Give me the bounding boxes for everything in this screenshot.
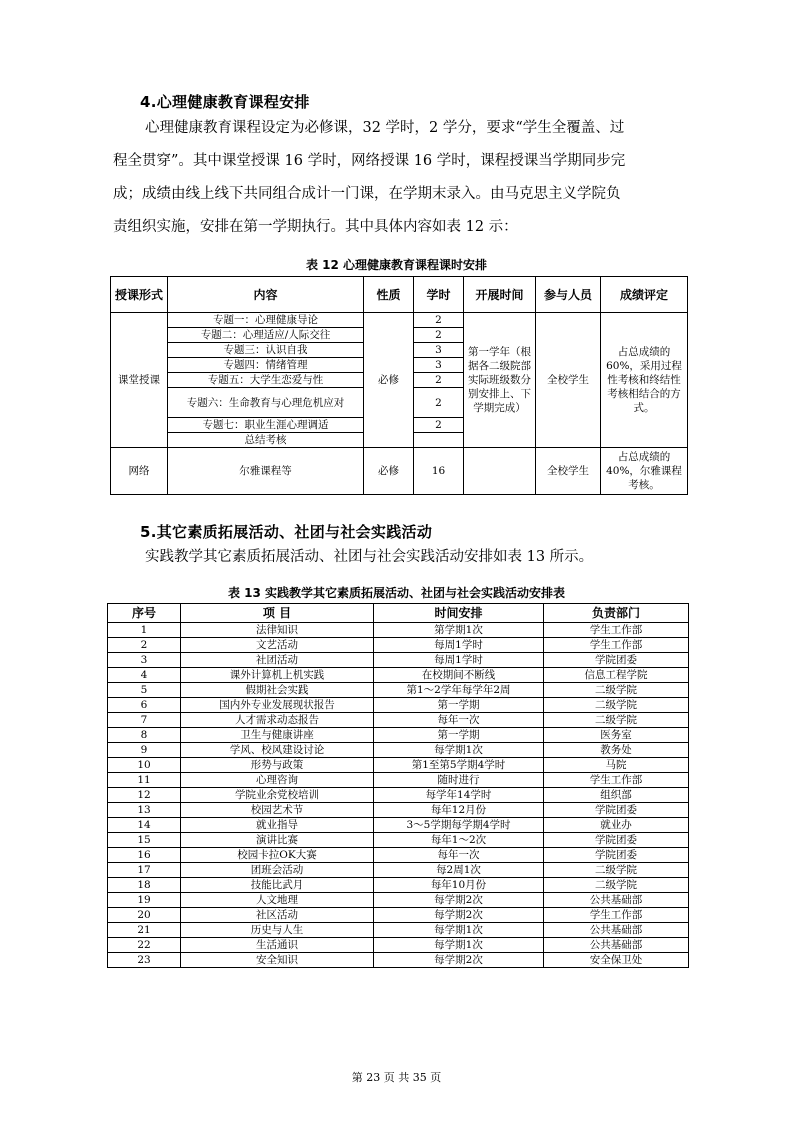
- item-cell: 校园卡拉OK大赛: [181, 848, 374, 863]
- table-row: [108, 758, 689, 773]
- table-row: [108, 953, 689, 968]
- table-row: [108, 653, 689, 668]
- paragraph-line: 实践教学其它素质拓展活动、社团与社会实践活动安排如表 13 所示。: [145, 549, 594, 565]
- hours-cell: 2: [414, 328, 464, 343]
- dept-cell: 学院团委: [544, 833, 689, 848]
- no-cell: 10: [108, 758, 181, 773]
- item-cell: 文艺活动: [181, 638, 374, 653]
- table-row: [108, 893, 689, 908]
- schedule-cell: 每学期2次: [374, 893, 544, 908]
- dept-cell: 医务室: [544, 728, 689, 743]
- topic-cell: 专题四：情绪管理: [168, 358, 364, 373]
- dept-cell: 二级学院: [544, 713, 689, 728]
- no-cell: 9: [108, 743, 181, 758]
- table-row: [108, 878, 689, 893]
- table-row: [108, 803, 689, 818]
- item-cell: 卫生与健康讲座: [181, 728, 374, 743]
- table-row: [108, 743, 689, 758]
- paragraph-line: 成；成绩由线上线下共同组合成计一门课，在学期末录入。由马克思主义学院负: [113, 186, 621, 202]
- paragraph-line: 心理健康教育课程设定为必修课，32 学时，2 学分，要求“学生全覆盖、过: [145, 120, 625, 136]
- header-participants: 参与人员: [536, 277, 601, 313]
- header-assessment: 成绩评定: [601, 277, 688, 313]
- paragraph-line: 责组织实施，安排在第一学期执行。其中具体内容如表 12 示：: [113, 219, 518, 235]
- table-13-body: [108, 623, 689, 968]
- schedule-cell: 每学期1次: [374, 938, 544, 953]
- no-cell: 15: [108, 833, 181, 848]
- hours-cell: 2: [414, 418, 464, 433]
- header-period: 开展时间: [464, 277, 536, 313]
- table-row: [108, 923, 689, 938]
- table-12-caption: 表 12 心理健康教育课程课时安排: [305, 258, 488, 272]
- schedule-cell: 随时进行: [374, 773, 544, 788]
- schedule-cell: 每年一次: [374, 848, 544, 863]
- header-content: 内容: [168, 277, 364, 313]
- no-cell: 2: [108, 638, 181, 653]
- item-cell: 校园艺术节: [181, 803, 374, 818]
- classroom-nature-cell: 必修: [364, 313, 414, 448]
- item-cell: 就业指导: [181, 818, 374, 833]
- schedule-cell: 3～5学期每学期4学时: [374, 818, 544, 833]
- dept-cell: 公共基础部: [544, 893, 689, 908]
- table-12: [110, 276, 688, 495]
- dept-cell: 教务处: [544, 743, 689, 758]
- header-schedule: 时间安排: [374, 604, 544, 623]
- table-row: [108, 938, 689, 953]
- dept-cell: 二级学院: [544, 683, 689, 698]
- schedule-cell: 每周1学时: [374, 638, 544, 653]
- no-cell: 8: [108, 728, 181, 743]
- no-cell: 16: [108, 848, 181, 863]
- dept-cell: 二级学院: [544, 698, 689, 713]
- no-cell: 11: [108, 773, 181, 788]
- dept-cell: 学生工作部: [544, 638, 689, 653]
- online-hours-cell: 16: [414, 448, 464, 495]
- topic-cell: 总结考核: [168, 433, 364, 448]
- topic-cell: 专题七：职业生涯心理调适: [168, 418, 364, 433]
- item-cell: 社区活动: [181, 908, 374, 923]
- no-cell: 3: [108, 653, 181, 668]
- schedule-cell: 每2周1次: [374, 863, 544, 878]
- no-cell: 5: [108, 683, 181, 698]
- dept-cell: 公共基础部: [544, 923, 689, 938]
- item-cell: 人文地理: [181, 893, 374, 908]
- dept-cell: 学生工作部: [544, 623, 689, 638]
- schedule-cell: 在校期间不断线: [374, 668, 544, 683]
- item-cell: 形势与政策: [181, 758, 374, 773]
- classroom-mode-cell: 课堂授课: [111, 313, 168, 448]
- schedule-cell: 第一学期: [374, 698, 544, 713]
- dept-cell: 学院团委: [544, 653, 689, 668]
- header-mode: 授课形式: [111, 277, 168, 313]
- table-row: [108, 788, 689, 803]
- header-dept: 负责部门: [544, 604, 689, 623]
- no-cell: 22: [108, 938, 181, 953]
- dept-cell: 二级学院: [544, 863, 689, 878]
- no-cell: 7: [108, 713, 181, 728]
- online-nature-cell: 必修: [364, 448, 414, 495]
- item-cell: 学院业余党校培训: [181, 788, 374, 803]
- item-cell: 演讲比赛: [181, 833, 374, 848]
- table-row: [108, 833, 689, 848]
- hours-cell: 3: [414, 343, 464, 358]
- table-row: [108, 818, 689, 833]
- schedule-cell: 第学期1次: [374, 623, 544, 638]
- hours-cell: 2: [414, 313, 464, 328]
- online-assessment-cell: 占总成绩的40%，尔雅课程考核。: [601, 448, 688, 495]
- item-cell: 课外计算机上机实践: [181, 668, 374, 683]
- online-period-cell: [464, 448, 536, 495]
- no-cell: 6: [108, 698, 181, 713]
- item-cell: 团班会活动: [181, 863, 374, 878]
- online-mode-cell: 网络: [111, 448, 168, 495]
- no-cell: 17: [108, 863, 181, 878]
- item-cell: 历史与人生: [181, 923, 374, 938]
- schedule-cell: 每年12月份: [374, 803, 544, 818]
- dept-cell: 安全保卫处: [544, 953, 689, 968]
- dept-cell: 信息工程学院: [544, 668, 689, 683]
- schedule-cell: 每年一次: [374, 713, 544, 728]
- table-row: [108, 773, 689, 788]
- table-row: [108, 623, 689, 638]
- header-item: 项 目: [181, 604, 374, 623]
- table-header-row: [111, 277, 688, 313]
- classroom-participants-cell: 全校学生: [536, 313, 601, 448]
- dept-cell: 马院: [544, 758, 689, 773]
- schedule-cell: 每学期1次: [374, 923, 544, 938]
- dept-cell: 组织部: [544, 788, 689, 803]
- topic-cell: 专题一：心理健康导论: [168, 313, 364, 328]
- no-cell: 18: [108, 878, 181, 893]
- no-cell: 12: [108, 788, 181, 803]
- schedule-cell: 每周1学时: [374, 653, 544, 668]
- item-cell: 人才需求动态报告: [181, 713, 374, 728]
- table-row: [111, 313, 688, 328]
- item-cell: 假期社会实践: [181, 683, 374, 698]
- header-nature: 性质: [364, 277, 414, 313]
- item-cell: 国内外专业发展现状报告: [181, 698, 374, 713]
- item-cell: 法律知识: [181, 623, 374, 638]
- schedule-cell: 第1～2学年每学年2周: [374, 683, 544, 698]
- schedule-cell: 每年10月份: [374, 878, 544, 893]
- table-row: [108, 683, 689, 698]
- table-row: [108, 638, 689, 653]
- item-cell: 社团活动: [181, 653, 374, 668]
- schedule-cell: 每学期2次: [374, 908, 544, 923]
- topic-cell: 专题六：生命教育与心理危机应对: [168, 388, 364, 418]
- no-cell: 13: [108, 803, 181, 818]
- hours-cell: [414, 433, 464, 448]
- topic-cell: 专题三：认识自我: [168, 343, 364, 358]
- topic-cell: 专题二：心理适应/人际交往: [168, 328, 364, 343]
- schedule-cell: 每学期1次: [374, 743, 544, 758]
- item-cell: 生活通识: [181, 938, 374, 953]
- schedule-cell: 第1至第5学期4学时: [374, 758, 544, 773]
- page-footer: 第 23 页 共 35 页: [351, 1071, 442, 1084]
- paragraph-line: 程全贯穿”。其中课堂授课 16 学时，网络授课 16 学时，课程授课当学期同步完: [113, 153, 626, 169]
- section-4-paragraph: [113, 112, 683, 244]
- dept-cell: 就业办: [544, 818, 689, 833]
- schedule-cell: 每年1～2次: [374, 833, 544, 848]
- hours-cell: 2: [414, 388, 464, 418]
- classroom-period-cell: 第一学年（根据各二级院部实际班级数分别安排上、下学期完成）: [464, 313, 536, 448]
- no-cell: 19: [108, 893, 181, 908]
- table-row: [111, 448, 688, 495]
- table-row: [108, 698, 689, 713]
- table-header-row: [108, 604, 689, 623]
- item-cell: 安全知识: [181, 953, 374, 968]
- header-no: 序号: [108, 604, 181, 623]
- table-13-caption: 表 13 实践教学其它素质拓展活动、社团与社会实践活动安排表: [227, 586, 566, 600]
- no-cell: 14: [108, 818, 181, 833]
- classroom-assessment-cell: 占总成绩的60%，采用过程性考核和终结性考核相结合的方式。: [601, 313, 688, 448]
- no-cell: 4: [108, 668, 181, 683]
- item-cell: 技能比武月: [181, 878, 374, 893]
- table-row: [108, 848, 689, 863]
- item-cell: 心理咨询: [181, 773, 374, 788]
- topic-cell: 专题五：大学生恋爱与性: [168, 373, 364, 388]
- section-5-paragraph: [113, 541, 683, 574]
- dept-cell: 学生工作部: [544, 773, 689, 788]
- schedule-cell: 每学期2次: [374, 953, 544, 968]
- dept-cell: 学生工作部: [544, 908, 689, 923]
- dept-cell: 学院团委: [544, 848, 689, 863]
- table-row: [108, 728, 689, 743]
- schedule-cell: 第一学期: [374, 728, 544, 743]
- hours-cell: 3: [414, 358, 464, 373]
- table-row: [108, 863, 689, 878]
- dept-cell: 公共基础部: [544, 938, 689, 953]
- table-row: [108, 668, 689, 683]
- hours-cell: 2: [414, 373, 464, 388]
- table-13: [107, 603, 689, 968]
- online-participants-cell: 全校学生: [536, 448, 601, 495]
- no-cell: 20: [108, 908, 181, 923]
- table-row: [108, 713, 689, 728]
- header-hours: 学时: [414, 277, 464, 313]
- table-row: [108, 908, 689, 923]
- section-5-heading: 5.其它素质拓展活动、社团与社会实践活动: [140, 523, 433, 541]
- dept-cell: 学院团委: [544, 803, 689, 818]
- no-cell: 23: [108, 953, 181, 968]
- dept-cell: 二级学院: [544, 878, 689, 893]
- no-cell: 21: [108, 923, 181, 938]
- item-cell: 学风、校风建设讨论: [181, 743, 374, 758]
- section-4-heading: 4.心理健康教育课程安排: [140, 93, 310, 111]
- schedule-cell: 每学年14学时: [374, 788, 544, 803]
- no-cell: 1: [108, 623, 181, 638]
- online-content-cell: 尔雅课程等: [168, 448, 364, 495]
